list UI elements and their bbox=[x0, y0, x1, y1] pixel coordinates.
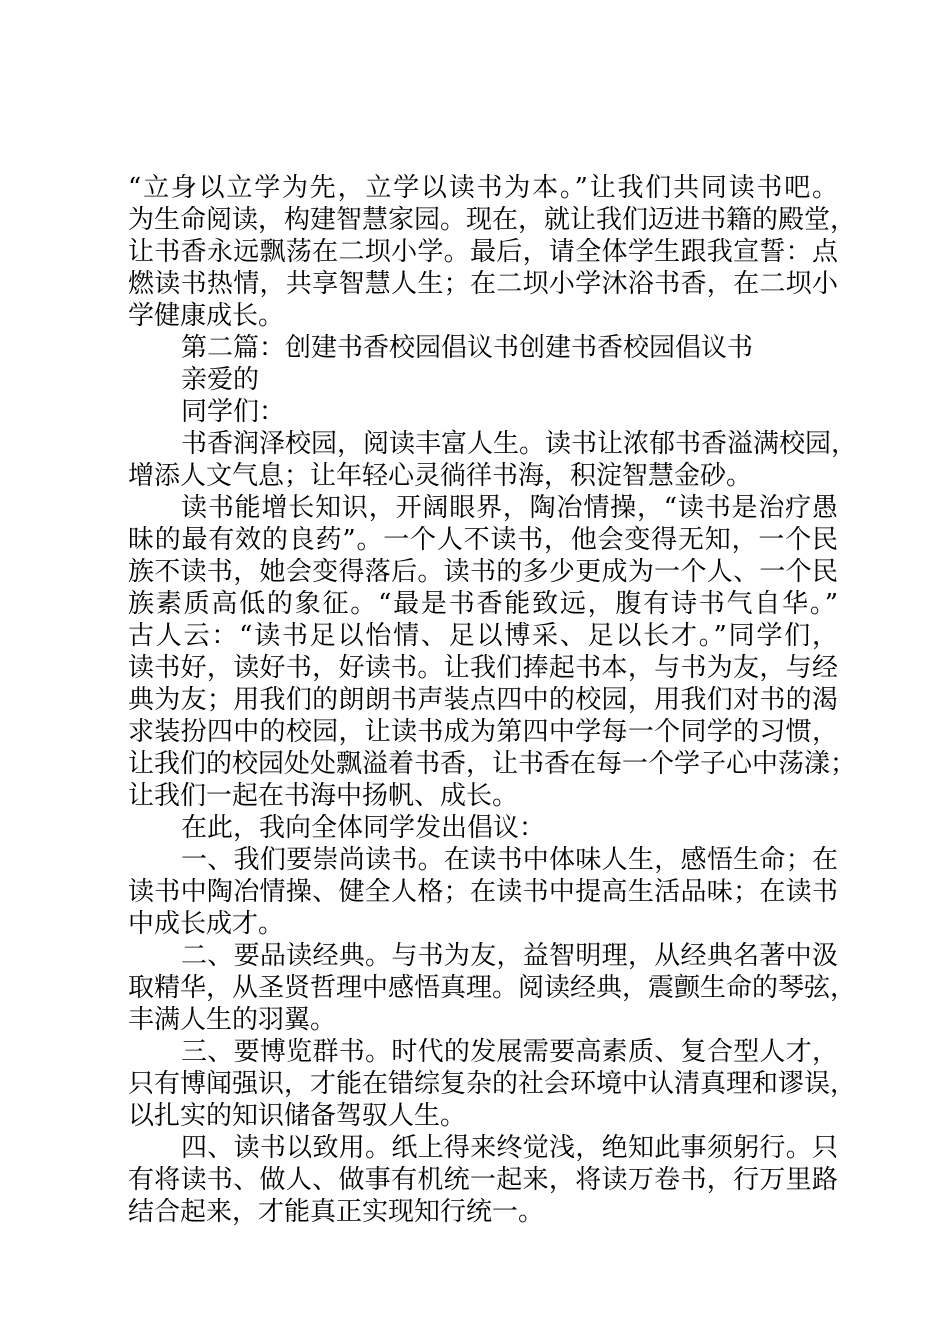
text-line: 求装扮四中的校园，让读书成为第四中学每一个同学的习惯， bbox=[128, 717, 838, 747]
text-line: “立身以立学为先，立学以读书为本。”让我们共同读书吧。 bbox=[128, 173, 838, 203]
text-line: 读书好，读好书，好读书。让我们捧起书本，与书为友，与经 bbox=[128, 653, 838, 683]
text-line: 族素质高低的象征。“最是书香能致远，腹有诗书气自华。” bbox=[128, 589, 838, 619]
text-line: 让我们的校园处处飘溢着书香，让书香在每一个学子心中荡漾； bbox=[128, 749, 857, 779]
text-line: 书香润泽校园，阅读丰富人生。读书让浓郁书香溢满校园， bbox=[181, 429, 858, 459]
text-line: 让我们一起在书海中扬帆、成长。 bbox=[128, 781, 519, 811]
text-line: 族不读书，她会变得落后。读书的多少更成为一个人、一个民 bbox=[128, 557, 838, 587]
text-line: 中成长成才。 bbox=[128, 909, 285, 939]
text-line: 读书中陶冶情操、健全人格；在读书中提高生活品味；在读书 bbox=[128, 877, 838, 907]
text-line: 学健康成长。 bbox=[128, 301, 285, 331]
text-line: 古人云：“读书足以怡情、足以博采、足以长才。”同学们， bbox=[128, 621, 838, 651]
text-line: 在此，我向全体同学发出倡议： bbox=[181, 813, 546, 843]
document-body bbox=[128, 172, 858, 1228]
text-line: 增添人文气息；让年轻心灵徜徉书海，积淀智慧金砂。 bbox=[128, 461, 753, 491]
text-line: 取精华，从圣贤哲理中感悟真理。阅读经典，震颤生命的琴弦， bbox=[128, 973, 857, 1003]
text-line: 读书能增长知识，开阔眼界，陶冶情操，“读书是治疗愚 bbox=[181, 493, 838, 523]
list-item-line: 一、我们要崇尚读书。在读书中体味人生，感悟生命；在 bbox=[181, 845, 838, 875]
text-line: 有将读书、做人、做事有机统一起来，将读万卷书，行万里路 bbox=[128, 1165, 838, 1195]
text-line: 让书香永远飘荡在二坝小学。最后，请全体学生跟我宣誓：点 bbox=[128, 237, 838, 267]
text-line: 昧的最有效的良药”。一个人不读书，他会变得无知，一个民 bbox=[128, 525, 838, 555]
list-item-line: 四、读书以致用。纸上得来终觉浅，绝知此事须躬行。只 bbox=[181, 1133, 838, 1163]
text-line: 燃读书热情，共享智慧人生；在二坝小学沐浴书香，在二坝小 bbox=[128, 269, 838, 299]
salutation-line: 亲爱的 bbox=[181, 365, 260, 395]
salutation-line: 同学们： bbox=[181, 397, 286, 427]
text-line: 为生命阅读，构建智慧家园。现在，就让我们迈进书籍的殿堂， bbox=[128, 205, 857, 235]
text-line: 典为友；用我们的朗朗书声装点四中的校园，用我们对书的渴 bbox=[128, 685, 838, 715]
list-item-line: 二、要品读经典。与书为友，益智明理，从经典名著中汲 bbox=[181, 941, 838, 971]
text-line: 结合起来，才能真正实现知行统一。 bbox=[128, 1197, 545, 1227]
text-line: 丰满人生的羽翼。 bbox=[128, 1005, 337, 1035]
section-heading: 第二篇：创建书香校园倡议书创建书香校园倡议书 bbox=[181, 333, 754, 363]
text-line: 以扎实的知识储备驾驭人生。 bbox=[128, 1101, 467, 1131]
list-item-line: 三、要博览群书。时代的发展需要高素质、复合型人才， bbox=[181, 1037, 838, 1067]
text-line: 只有博闻强识，才能在错综复杂的社会环境中认清真理和谬误， bbox=[128, 1069, 857, 1099]
